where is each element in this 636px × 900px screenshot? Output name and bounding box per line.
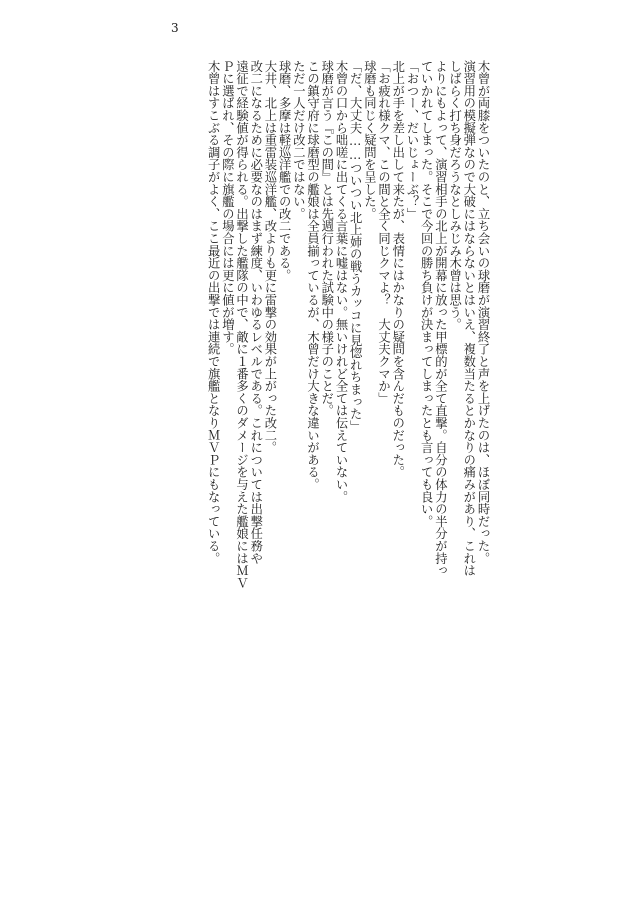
text-line: 木曾の口から咄嗟に出てくる言葉に嘘はない。無いけれど全ては伝えていない。 xyxy=(333,60,348,503)
text-line: 球磨、多摩は軽巡洋艦での改二である。 xyxy=(277,60,292,282)
text-line: 球磨が言う『この間』とは先週行われた試験中の様子のことだ。 xyxy=(319,60,334,417)
text-line: 「だ、大丈夫……ついつい北上姉の戦うカッコに見惚れちまった」 xyxy=(348,60,363,433)
text-line: よりにもよって、演習相手の北上が開幕に放った甲標的が全て直撃。自分の体力の半分が持っ xyxy=(433,60,448,577)
text-line: ただ一人だけ改二ではない。 xyxy=(291,60,306,220)
text-line: 木曾はすこぶる調子がよく、ここ最近の出撃では連続で旗艦となりＭＶＰにもなっている。 xyxy=(206,60,221,565)
text-line: 北上が手を差し出して来たが、表情にはかなりの疑問を含んだものだった。 xyxy=(390,60,405,479)
text-line: 「お疲れ様クマ、この間と全く同じクマよ？ 大丈夫クマか」 xyxy=(376,60,391,405)
text-line: この鎮守府に球磨型の艦娘は全員揃っているが、木曾だけ大きな違いがある。 xyxy=(305,60,320,491)
text-line: 演習用の模擬弾なので大破にはならないとはいえ、複数当たるとかなりの痛みがあり、これは xyxy=(461,60,476,577)
text-line: 木曾が両膝をついたのと、立ち会いの球磨が演習終了と声を上げたのは、ほぼ同時だった。 xyxy=(476,60,490,565)
vertical-text-body xyxy=(206,60,490,589)
text-line: しばらく打ち身だろうなとしみじみ木曾は思う。 xyxy=(447,60,462,331)
text-line: 大井、北上は重雷装巡洋艦、改よりも更に雷撃の効果が上がった改二。 xyxy=(262,60,277,454)
text-line: ていかれてしまった。そこで今回の勝ち負けが決まってしまったとも言っても良い。 xyxy=(419,60,434,528)
text-line: 球磨も同じく疑問を呈した。 xyxy=(362,60,377,220)
text-line: 「おつー、だいじょーぶ？」 xyxy=(404,60,419,220)
page-number: 3 xyxy=(171,21,179,35)
text-line: Ｐに選ばれ、その際に旗艦の場合には更に値が増す。 xyxy=(220,60,235,356)
text-line: 遠征で経験値が得られる。出撃した艦隊の中で、敵に１番多くのダメージを与えた艦娘にはＭＶ xyxy=(234,60,249,589)
text-line: 改二になるために必要なのはまず練度、いわゆるレベルである。これについては出撃任務や xyxy=(248,60,263,565)
